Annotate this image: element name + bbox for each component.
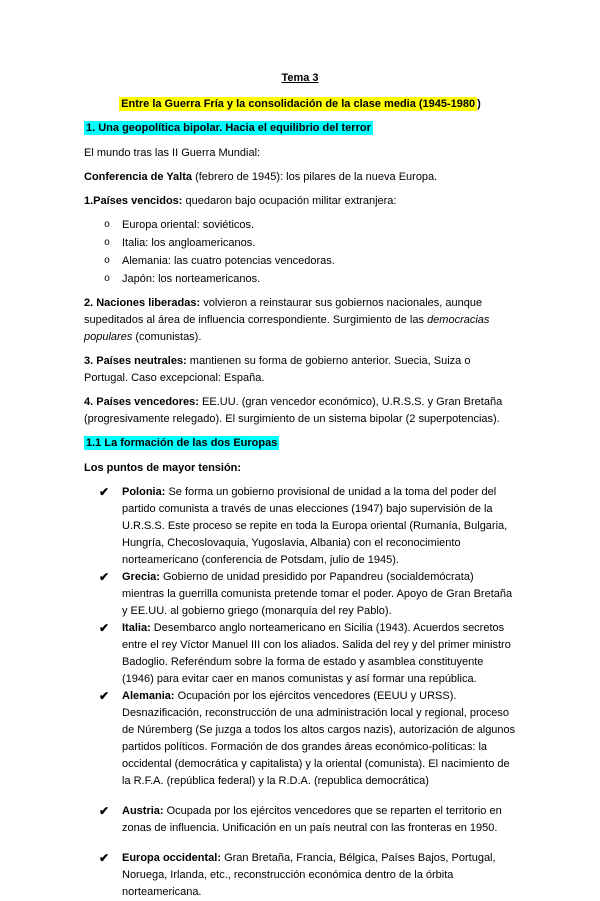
section-1-1-heading: 1.1 La formación de las dos Europas xyxy=(86,437,278,449)
yalta-paragraph xyxy=(84,169,516,186)
occupation-list-item xyxy=(84,271,516,288)
tension-item-body: Gran Bretaña, Francia, Bélgica, Países Bajos, Portugal, Noruega, Irlanda, etc., reconstrucción económica dentro de la órbita norteamericana. xyxy=(122,852,496,898)
tension-item-label: Italia: xyxy=(122,622,151,634)
tension-item-body: Ocupación por los ejércitos vencedores (EEUU y URSS). Desnazificación, reconstrucción de una administración local y regional, proceso de Núremberg (Se juzga a todos los altos cargos nazis), autorización de algunos partidos políticos. Formación de dos grandes áreas económico-políticas: la occidental (democrática y capitalista) y la oriental (comunista). El nacimiento de la R.F.A. (república federal) y la R.D.A. (republica democrática) xyxy=(122,690,516,787)
vencedores-text: EE.UU. (gran vencedor económico), U.R.S.S. y Gran Bretaña (progresivamente relegado). El surgimiento de un sistema bipolar (2 superpotencias). xyxy=(84,396,503,425)
section-1-1-heading-block xyxy=(84,435,516,452)
liberadas-paragraph xyxy=(84,295,516,346)
occupation-list-item xyxy=(84,217,516,234)
yalta-text: (febrero de 1945): los pilares de la nueva Europa. xyxy=(192,171,438,183)
tension-lead-paragraph xyxy=(84,460,516,477)
occupation-item-text: Japón: los norteamericanos. xyxy=(122,273,261,285)
intro-text: El mundo tras las II Guerra Mundial: xyxy=(84,147,261,159)
vencidos-text: quedaron bajo ocupación militar extranjera: xyxy=(182,195,397,207)
occupation-item-text: Alemania: las cuatro potencias vencedoras. xyxy=(122,255,335,267)
tension-item-text xyxy=(122,688,516,790)
tension-item-label: Polonia: xyxy=(122,486,166,498)
tension-item-body: Ocupada por los ejércitos vencedores que se reparten el territorio en zonas de influencia. Unificación en un país neutral con las fronteras en 1950. xyxy=(122,805,502,834)
subtitle-tail: ) xyxy=(477,98,481,110)
circle-bullet-icon: o xyxy=(104,220,111,231)
neutrales-label: 3. Países neutrales: xyxy=(84,355,187,367)
circle-bullet-icon: o xyxy=(104,274,111,285)
neutrales-text: mantienen su forma de gobierno anterior. Suecia, Suiza o Portugal. Caso excepcional: España. xyxy=(84,355,471,384)
tension-item-body: Se forma un gobierno provisional de unidad a la toma del poder del partido comunista a través de unas elecciones (1947) bajo supervisión de la U.R.S.S. Este proceso se repite en toda la Europa oriental (Rumanía, Bulgaria, Hungría, Checoslovaquia, Yugoslavia, Albania) con el reconocimiento norteamericano (conferencia de Potsdam, julio de 1945). xyxy=(122,486,508,566)
tension-list-item xyxy=(84,620,516,688)
occupation-item-text: Europa oriental: soviéticos. xyxy=(122,219,255,231)
liberadas-italic-term: democracias populares xyxy=(84,314,490,343)
tension-item-body: Desembarco anglo norteamericano en Sicilia (1943). Acuerdos secretos entre el rey Víctor Manuel III con los aliados. Salida del rey y del primer ministro Badoglio. Referéndum sobre la forma de estado y asamblea constituyente (1946) para evitar caer en manos comunistas y así formar una república. xyxy=(122,622,511,685)
vencedores-label: 4. Países vencedores: xyxy=(84,396,199,408)
occupation-item-text: Italia: los angloamericanos. xyxy=(122,237,256,249)
liberadas-label: 2. Naciones liberadas: xyxy=(84,297,201,309)
tension-item-text xyxy=(122,569,516,620)
subtitle-block xyxy=(84,96,516,113)
tension-list-item xyxy=(84,688,516,790)
intro-paragraph xyxy=(84,145,516,162)
tension-item-text xyxy=(122,850,516,901)
check-bullet-icon: ✔ xyxy=(99,689,110,703)
tension-list-item xyxy=(84,569,516,620)
subtitle-highlighted: Entre la Guerra Fría y la consolidación de la clase media (1945-1980 xyxy=(121,98,476,110)
yalta-label: Conferencia de Yalta xyxy=(84,171,193,183)
vencidos-paragraph xyxy=(84,193,516,210)
occupation-list-item xyxy=(84,253,516,270)
check-bullet-icon: ✔ xyxy=(99,570,110,584)
tension-item-label: Alemania: xyxy=(122,690,175,702)
liberadas-text-after: (comunistas). xyxy=(132,331,202,343)
tension-item-label: Austria: xyxy=(122,805,164,817)
page-title: Tema 3 xyxy=(281,72,319,84)
tension-item-label: Grecia: xyxy=(122,571,160,583)
circle-bullet-icon: o xyxy=(104,256,111,267)
vencedores-paragraph xyxy=(84,394,516,428)
check-bullet-icon: ✔ xyxy=(99,485,110,499)
tension-item-label: Europa occidental: xyxy=(122,852,222,864)
check-bullet-icon: ✔ xyxy=(99,804,110,818)
occupation-list xyxy=(84,217,516,288)
section-1-heading-block xyxy=(84,120,516,137)
tension-lead-text: Los puntos de mayor tensión: xyxy=(84,462,242,474)
check-bullet-icon: ✔ xyxy=(99,621,110,635)
vencidos-label: 1.Países vencidos: xyxy=(84,195,183,207)
circle-bullet-icon: o xyxy=(104,238,111,249)
tension-list xyxy=(84,484,516,901)
title-block xyxy=(84,70,516,87)
tension-item-body: Gobierno de unidad presidido por Papandreu (socialdemócrata) mientras la guerrilla comunista pretende tomar el poder. Apoyo de Gran Bretaña y EE.UU. al gobierno griego (monarquía del rey Pablo). xyxy=(122,571,513,617)
neutrales-paragraph xyxy=(84,353,516,387)
tension-item-text xyxy=(122,620,516,688)
tension-list-item xyxy=(84,803,516,837)
tension-item-text xyxy=(122,484,516,569)
check-bullet-icon: ✔ xyxy=(99,851,110,865)
tension-list-item xyxy=(84,850,516,901)
liberadas-text-before: volvieron a reinstaurar sus gobiernos nacionales, aunque supeditados al área de influencia correspondiente. Surgimiento de las xyxy=(84,297,483,326)
tension-item-text xyxy=(122,803,516,837)
tension-list-item xyxy=(84,484,516,569)
occupation-list-item xyxy=(84,235,516,252)
section-1-heading: 1. Una geopolítica bipolar. Hacia el equilibrio del terror xyxy=(86,122,371,134)
